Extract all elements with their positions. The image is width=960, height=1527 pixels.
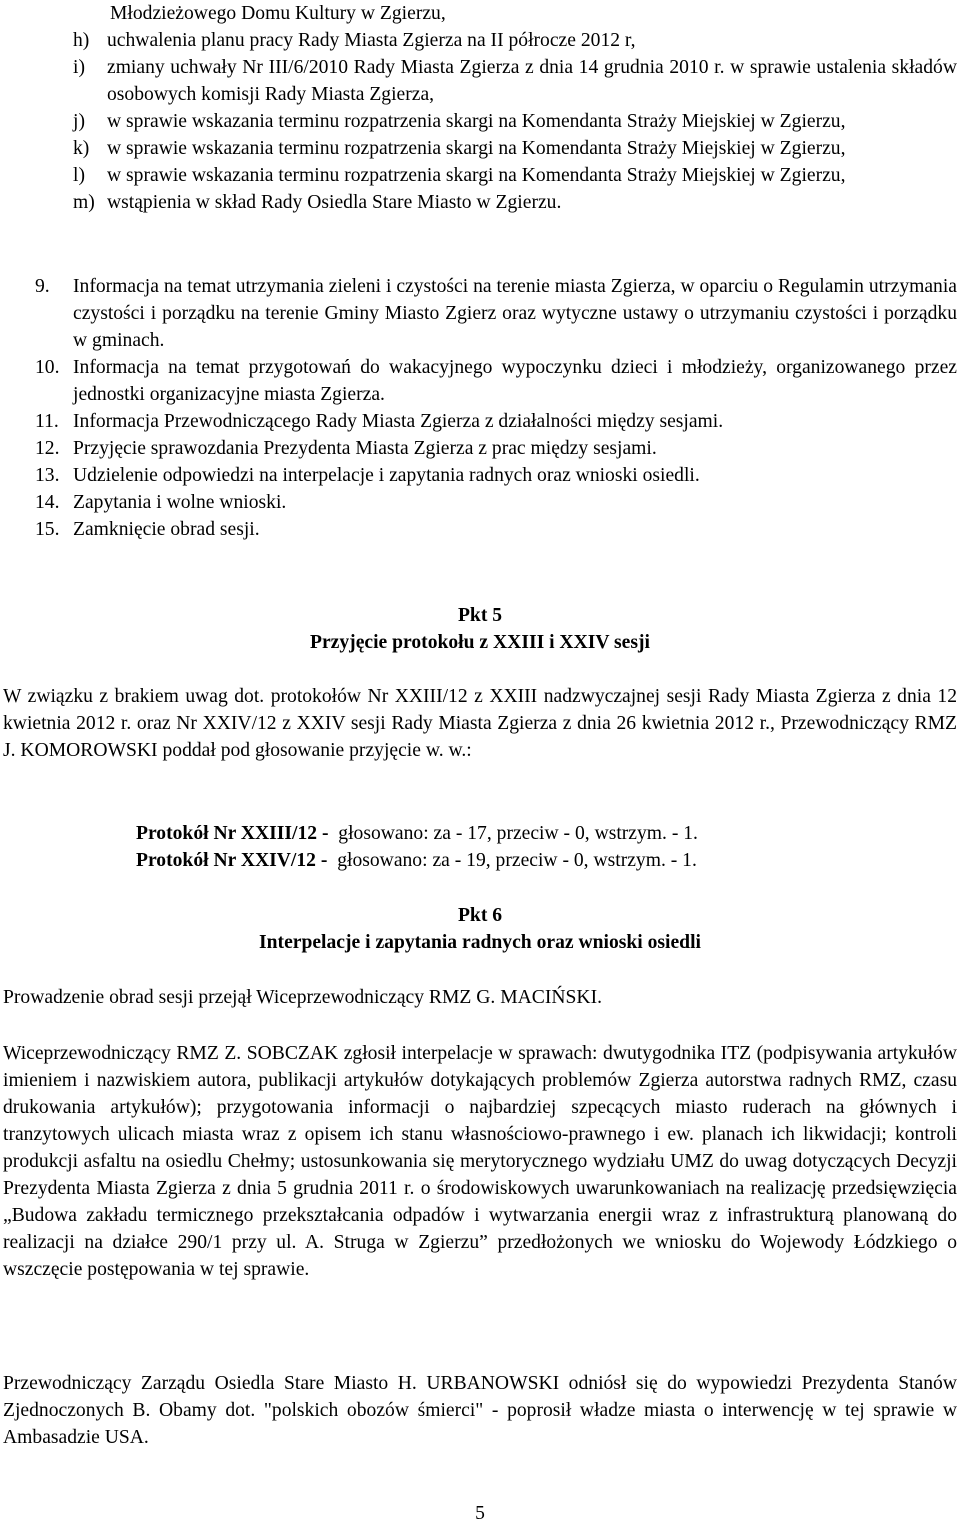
paragraph: W związku z brakiem uwag dot. protokołów Nr XXIII/12 z XXIII nadzwyczajnej sesji Rady Miasta Zgierza z dnia 12 kwietnia 2012 r. oraz Nr XXIV/12 z XXIV sesji Rady Miasta Zgierza z dnia 26 kwietnia 2012 r., Przewodniczący RMZ J. KOMOROWSKI poddał pod głosowanie przyjęcie w. w.: xyxy=(3,686,957,761)
agenda-number: 14. xyxy=(35,492,60,513)
list-item-label: k) xyxy=(73,138,90,159)
list-item-label: h) xyxy=(73,30,90,51)
vote-results xyxy=(3,820,957,874)
section-pkt5 xyxy=(3,602,957,656)
list-item xyxy=(3,189,957,216)
agenda-item xyxy=(3,273,957,354)
list-item-text: zmiany uchwały Nr III/6/2010 Rady Miasta Zgierza z dnia 14 grudnia 2010 r. w sprawie ustalenia składów osobowych komisji Rady Miasta Zgierza, xyxy=(107,57,957,105)
vote-row xyxy=(3,847,957,874)
section-heading: Pkt 6 xyxy=(457,905,503,926)
list-item xyxy=(3,54,957,108)
list-item-label: m) xyxy=(73,192,95,213)
list-item xyxy=(3,162,957,189)
list-item-text: w sprawie wskazania terminu rozpatrzenia skargi na Komendanta Straży Miejskiej w Zgierzu, xyxy=(107,111,846,132)
agenda-number: 10. xyxy=(35,357,60,378)
section-pkt6 xyxy=(3,902,957,956)
agenda-text: Informacja na temat utrzymania zieleni i czystości na terenie miasta Zgierza, w oparciu o Regulamin utrzymania czystości i porządku na terenie Gminy Miasto Zgierz oraz wytyczne ustawy o utrzymaniu czystości i porządku w gminach. xyxy=(73,276,957,351)
paragraph: Wiceprzewodniczący RMZ Z. SOBCZAK zgłosił interpelacje w sprawach: dwutygodnika ITZ (podpisywania artykułów imieniem i nazwiskiem autora, publikacji artykułów dotykających problemów Zgierza autorstwa radnych RMZ, czasu drukowania artykułów); przygotowania informacji o najbardziej szpecących miasto ruderach na głównych i tranzytowych ulicach miasta wraz z opisem ich stanu własnościowo-prawnego i ew. planach ich likwidacji; kontroli produkcji asfaltu na osiedlu Chełmy; ustosunkowania się merytorycznego wydziału UMZ do uwag dotyczących Decyzji Prezydenta Miasta Zgierza z dnia 5 grudnia 2011 r. o środowiskowych uwarunkowaniach na realizację przedsięwzięcia „Budowa zakładu termicznego przekształcania odpadów i wytwarzania energii wraz z infrastrukturą planowaną do realizacji na działce 290/1 przy ul. A. Struga w Zgierzu” przedłożonych we wniosku do Wojewody Łódzkiego o wszczęcie postępowania w tej sprawie. xyxy=(3,1043,957,1280)
agenda-item xyxy=(3,489,957,516)
vote-row xyxy=(3,820,957,847)
pkt6-para-2 xyxy=(3,1040,957,1283)
agenda-text: Informacja Przewodniczącego Rady Miasta Zgierza z działalności między sesjami. xyxy=(73,411,724,432)
agenda-item xyxy=(3,435,957,462)
list-item-text: w sprawie wskazania terminu rozpatrzenia skargi na Komendanta Straży Miejskiej w Zgierzu, xyxy=(107,165,846,186)
paragraph: Przewodniczący Zarządu Osiedla Stare Miasto H. URBANOWSKI odniósł się do wypowiedzi Prezydenta Stanów Zjednoczonych B. Obamy dot. "polskich obozów śmierci" - poprosił władze miasta o interwencję w tej sprawie w Ambasadzie USA. xyxy=(3,1373,957,1448)
vote-label: Protokół Nr XXIII/12 - xyxy=(136,823,329,844)
paragraph: Prowadzenie obrad sesji przejął Wiceprzewodniczący RMZ G. MACIŃSKI. xyxy=(3,987,602,1008)
list-item-text: wstąpienia w skład Rady Osiedla Stare Miasto w Zgierzu. xyxy=(107,192,562,213)
agenda-text: Zapytania i wolne wnioski. xyxy=(73,492,287,513)
agenda-text: Przyjęcie sprawozdania Prezydenta Miasta Zgierza z prac między sesjami. xyxy=(73,438,657,459)
page-number: 5 xyxy=(475,1503,485,1524)
list-item xyxy=(3,108,957,135)
vote-result: głosowano: za - 19, przeciw - 0, wstrzym. - 1. xyxy=(337,850,697,871)
agenda-item xyxy=(3,516,957,543)
pkt6-para-1 xyxy=(3,984,957,1011)
agenda-number: 9. xyxy=(35,276,50,297)
agenda-item xyxy=(3,354,957,408)
agenda-text: Zamknięcie obrad sesji. xyxy=(73,519,260,540)
vote-label: Protokół Nr XXIV/12 - xyxy=(136,850,328,871)
list-item-label: i) xyxy=(73,57,85,78)
list-continuation-line: Młodzieżowego Domu Kultury w Zgierzu, xyxy=(110,3,446,24)
list-item-label: j) xyxy=(73,111,85,132)
vote-result: głosowano: za - 17, przeciw - 0, wstrzym. - 1. xyxy=(338,823,698,844)
subitem-list xyxy=(3,0,957,216)
list-item-label: l) xyxy=(73,165,85,186)
agenda-item xyxy=(3,462,957,489)
agenda-number: 15. xyxy=(35,519,60,540)
agenda-text: Udzielenie odpowiedzi na interpelacje i zapytania radnych oraz wnioski osiedli. xyxy=(73,465,700,486)
agenda-text: Informacja na temat przygotowań do wakacyjnego wypoczynku dzieci i młodzieży, organizowanego przez jednostki organizacyjne miasta Zgierza. xyxy=(73,357,957,405)
list-item xyxy=(3,135,957,162)
agenda-item xyxy=(3,408,957,435)
agenda-list xyxy=(3,273,957,543)
list-item-text: uchwalenia planu pracy Rady Miasta Zgierza na II półrocze 2012 r, xyxy=(107,30,636,51)
pkt6-para-3 xyxy=(3,1370,957,1451)
list-item xyxy=(3,27,957,54)
pkt5-body xyxy=(3,683,957,764)
list-item-text: w sprawie wskazania terminu rozpatrzenia skargi na Komendanta Straży Miejskiej w Zgierzu, xyxy=(107,138,846,159)
agenda-number: 11. xyxy=(35,411,59,432)
section-title: Przyjęcie protokołu z XXIII i XXIV sesji xyxy=(310,632,650,653)
section-title: Interpelacje i zapytania radnych oraz wnioski osiedli xyxy=(259,932,701,953)
section-heading: Pkt 5 xyxy=(457,605,503,626)
agenda-number: 13. xyxy=(35,465,60,486)
agenda-number: 12. xyxy=(35,438,60,459)
